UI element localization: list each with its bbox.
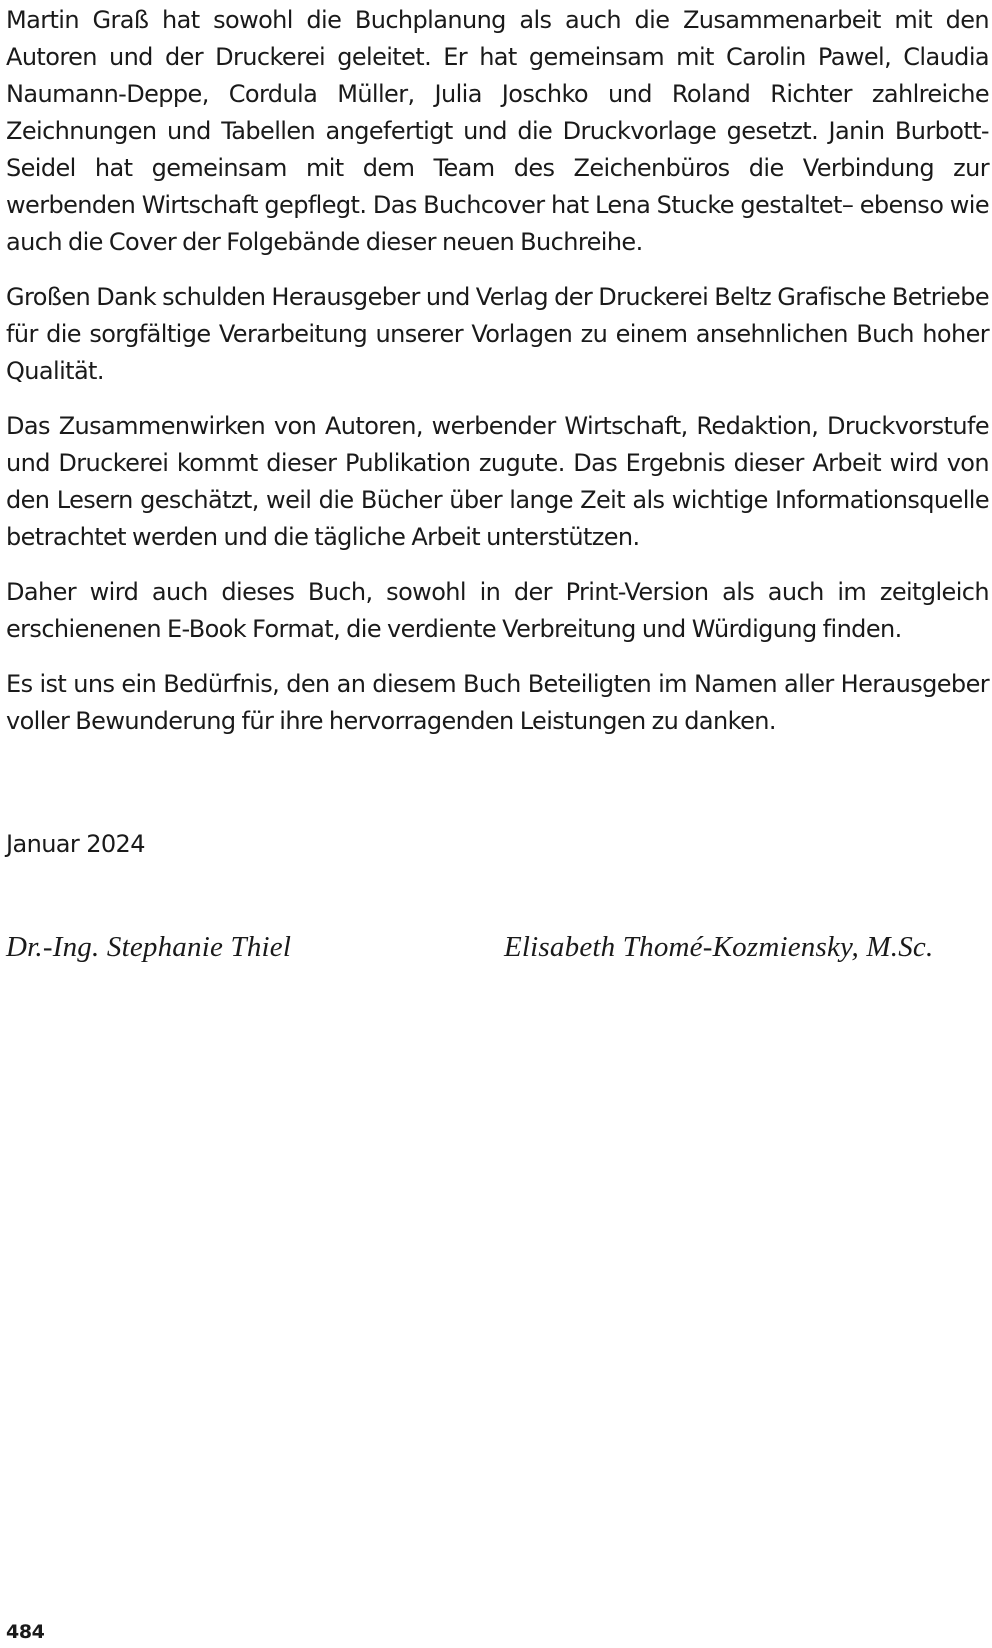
- paragraph-distribution: Daher wird auch dieses Buch, sowohl in der Print-Version als auch im zeitgleich erschienenen E-Book Format, die verdiente Verbreitung und Würdigung finden.: [6, 578, 989, 643]
- body-text: [6, 2, 989, 758]
- paragraph-credits: Martin Graß hat sowohl die Buchplanung als auch die Zusammenarbeit mit den Autoren und der Druckerei geleitet. Er hat gemeinsam mit Carolin Pawel, Claudia Naumann-Deppe, Cordula Müller, Julia Joschko und Roland Richter zahlreiche Zeichnungen und Tabellen angefertigt und die Druckvorlage gesetzt. Janin Burbott-Seidel hat gemeinsam mit dem Team des Zeichenbüros die Verbindung zur werbenden Wirtschaft gepflegt. Das Buchcover hat Lena Stucke gestaltet– ebenso wie auch die Cover der Folgebände dieser neuen Buchreihe.: [6, 6, 989, 256]
- paragraph-printer-thanks: Großen Dank schulden Herausgeber und Verlag der Druckerei Beltz Grafische Betriebe für die sorgfältige Verarbeitung unserer Vorlagen zu einem ansehnlichen Buch hoher Qualität.: [6, 283, 989, 385]
- signature-left: Dr.-Ing. Stephanie Thiel: [6, 931, 292, 963]
- paragraph-gratitude: Es ist uns ein Bedürfnis, den an diesem Buch Beteiligten im Namen aller Herausgeber voller Bewunderung für ihre hervorragenden Leistungen zu danken.: [6, 670, 989, 735]
- date-line: Januar 2024: [6, 830, 145, 858]
- paragraph-collaboration: Das Zusammenwirken von Autoren, werbender Wirtschaft, Redaktion, Druckvorstufe und Druckerei kommt dieser Publikation zugute. Das Ergebnis dieser Arbeit wird von den Lesern geschätzt, weil die Bücher über lange Zeit als wichtige Informationsquelle betrachtet werden und die tägliche Arbeit unterstützen.: [6, 412, 989, 551]
- signature-right: Elisabeth Thomé-Kozmiensky, M.Sc.: [504, 931, 934, 963]
- page-number: 484: [6, 1621, 45, 1643]
